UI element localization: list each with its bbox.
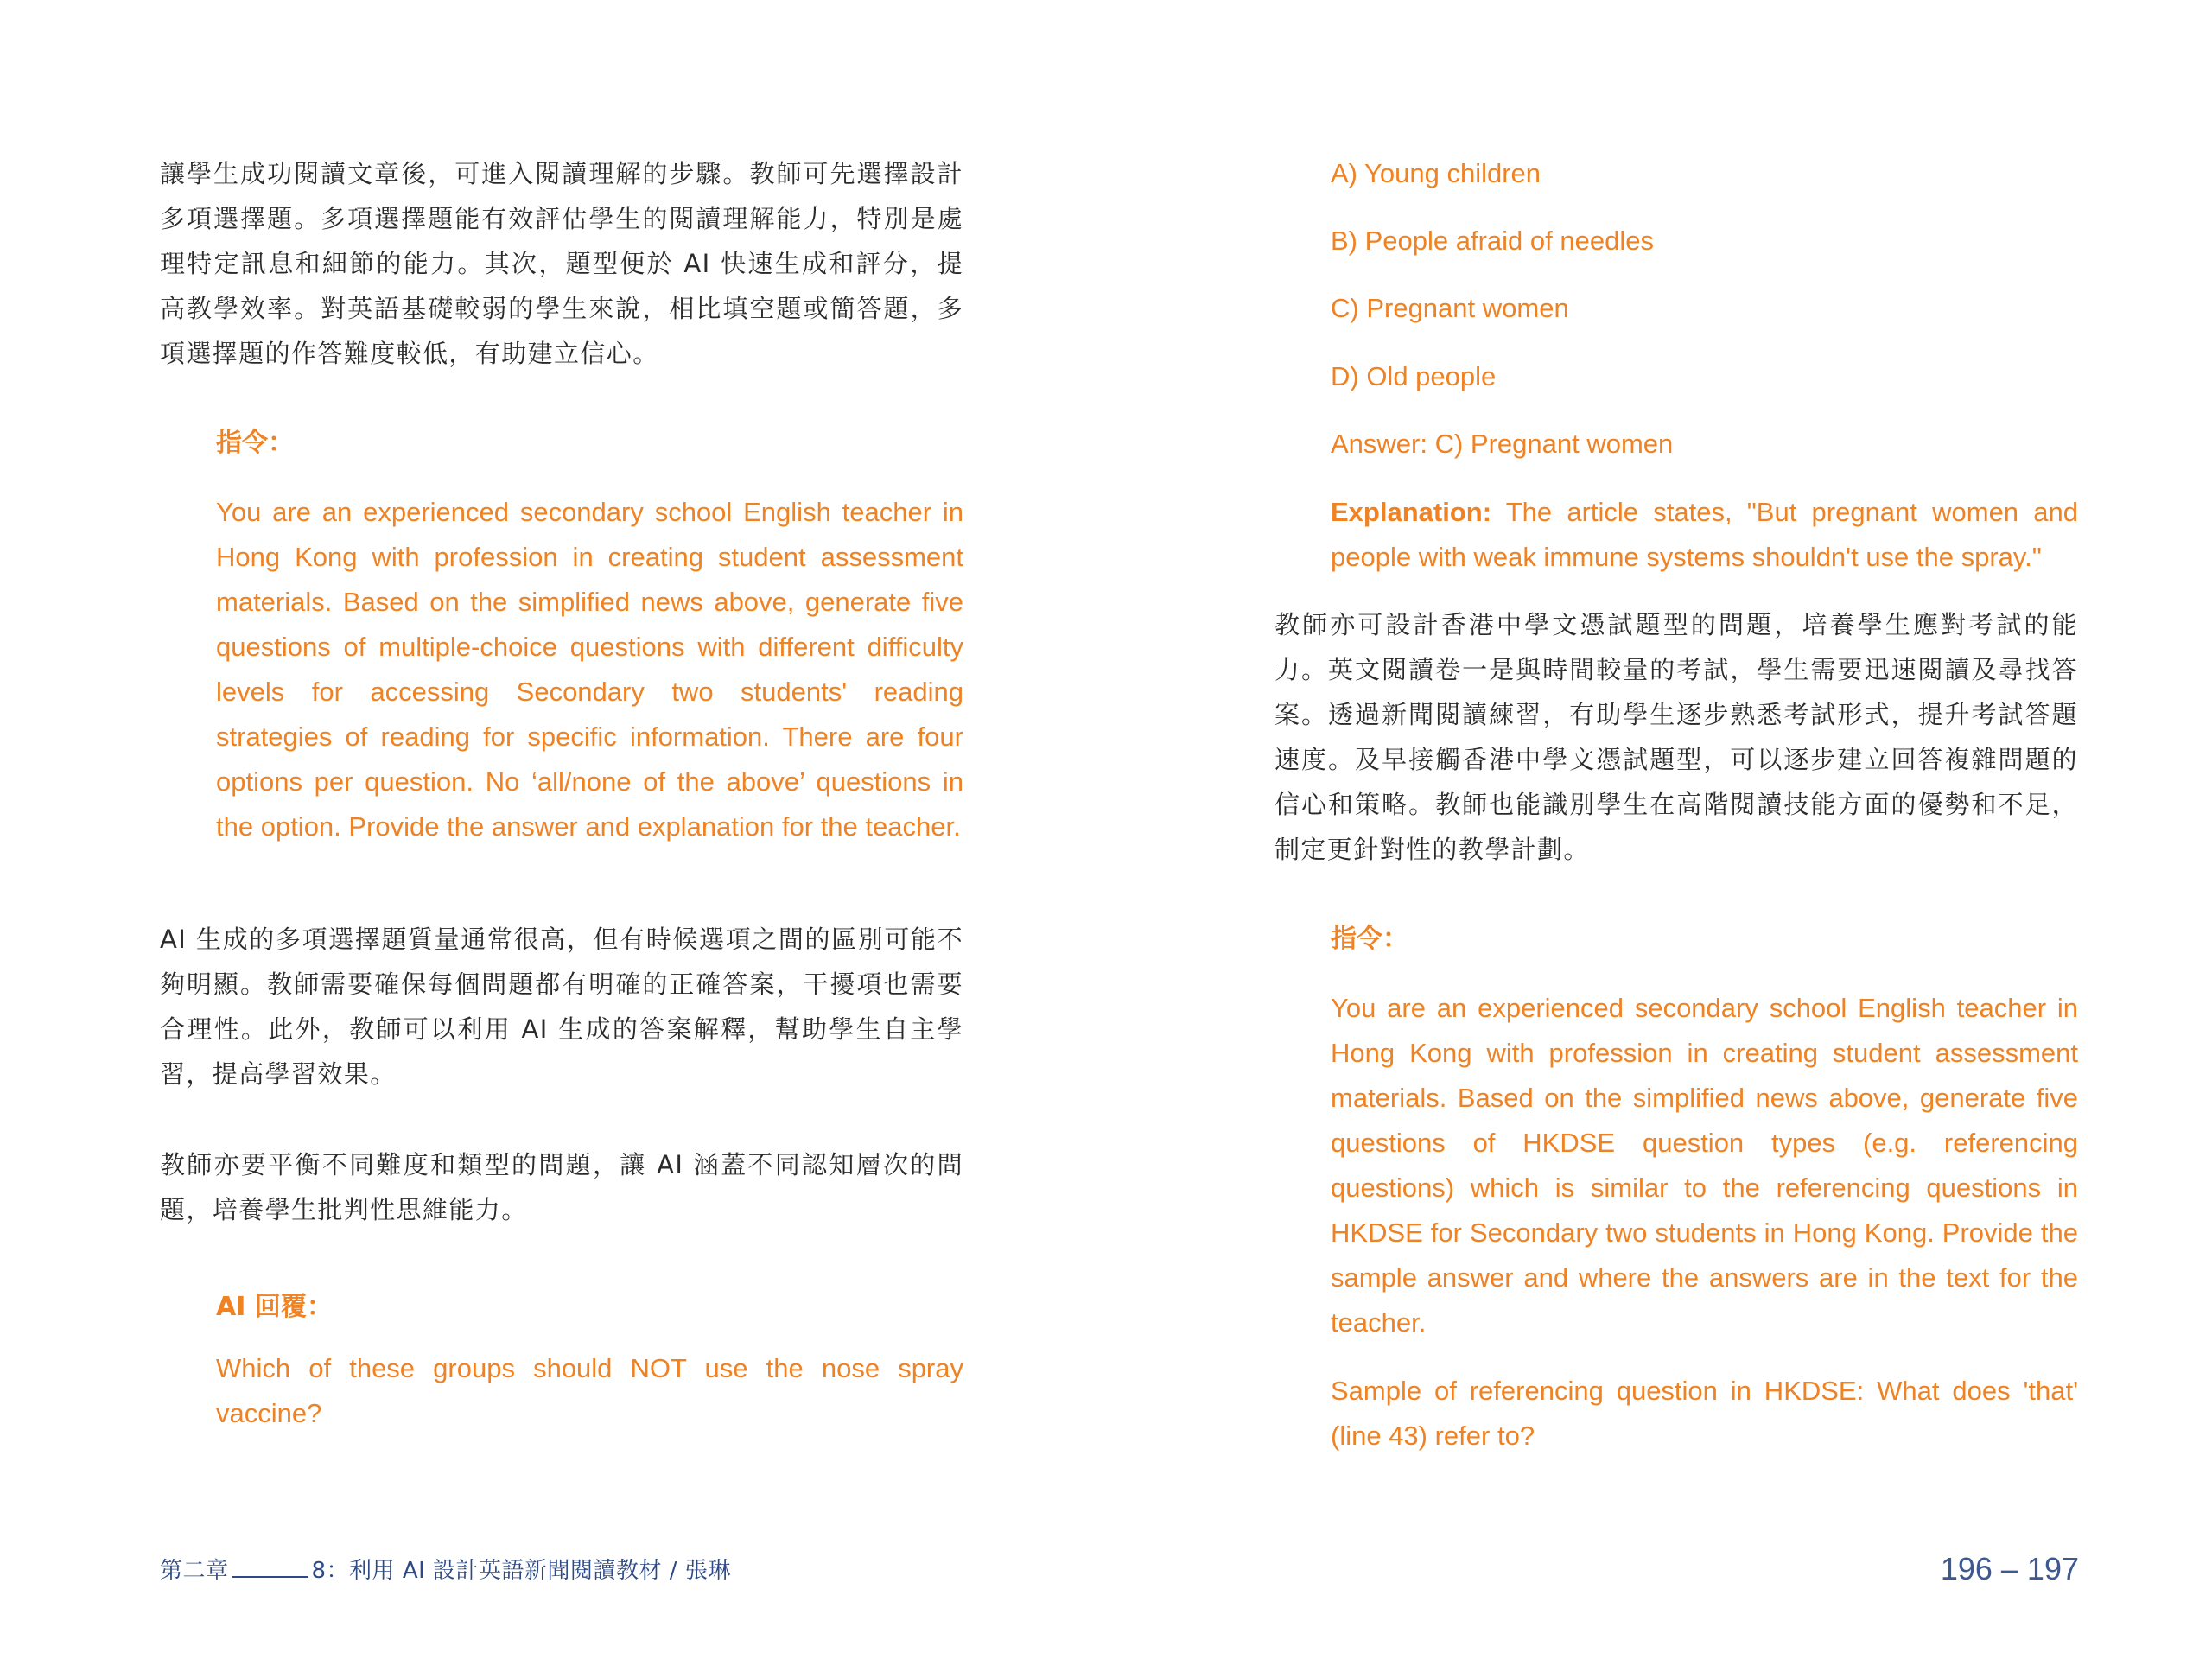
instruction-prompt-2: You are an experienced secondary school English teacher in Hong Kong with profession in creating student assessment materials. Based on the simplified news above, generate five questions of HKDSE question types (e.g. referencing questions) which is similar to the referencing questions in HKDSE for Secondary two students in Hong Kong. Provide the sample answer and where the answers are in the text for the teacher. (1331, 993, 2078, 1338)
instruction-label-2: 指令： (1331, 924, 1408, 954)
explanation-label: Explanation: (1331, 497, 1492, 527)
right-page (1274, 0, 2078, 1659)
option-a: A) Young children (1331, 158, 1541, 188)
instruction-prompt: You are an experienced secondary school English teacher in Hong Kong with profession in creating student assessment materials. Based on the simplified news above, generate five questions of multiple-choice questions with different difficulty levels for accessing Secondary two students' reading strategies of reading for specific information. There are four options per question. No ‘all/none of the above’ questions in the option. Provide the answer and explanation for the teacher. (216, 497, 963, 842)
ai-quality-paragraph: AI 生成的多項選擇題質量通常很高，但有時候選項之間的區別可能不夠明顯。教師需要確保每個問題都有明確的正確答案，干擾項也需要合理性。此外，教師可以利用 AI 生成的答案解釋，幫助學生自主學習，提高學習效果。 (160, 925, 963, 1089)
option-d: D) Old people (1331, 361, 1497, 391)
explanation (1274, 490, 2078, 580)
hkdse-paragraph: 教師亦可設計香港中學文憑試題型的問題，培養學生應對考試的能力。英文閱讀卷一是與時間較量的考試，學生需要迅速閱讀及尋找答案。透過新聞閱讀練習，有助學生逐步熟悉考試形式，提升考試答題速度。及早接觸香港中學文憑試題型，可以逐步建立回答複雜問題的信心和策略。教師也能識別學生在高階閱讀技能方面的優勢和不足，制定更針對性的教學計劃。 (1274, 610, 2078, 864)
page-numbers: 196 – 197 (1940, 1551, 2079, 1586)
option-c: C) Pregnant women (1331, 293, 1569, 323)
explanation-text: The article states, "But pregnant women and people with weak immune systems shouldn't use the spray." (1331, 497, 2078, 572)
running-footer (160, 1555, 731, 1586)
footer-rule (232, 1559, 308, 1578)
answer-line: Answer: C) Pregnant women (1331, 429, 1674, 459)
chapter-label: 第二章 (160, 1558, 229, 1584)
section-title: 8：利用 AI 設計英語新聞閱讀教材 / 張琳 (311, 1558, 731, 1584)
option-b: B) People afraid of needles (1331, 226, 1654, 256)
sample-question: Sample of referencing question in HKDSE: What does 'that' (line 43) refer to? (1331, 1376, 2078, 1451)
left-page (160, 0, 963, 1659)
ai-reply-question: Which of these groups should NOT use the nose spray vaccine? (216, 1353, 963, 1428)
ai-reply-label: AI 回覆： (216, 1292, 333, 1322)
instruction-label: 指令： (216, 428, 294, 458)
intro-paragraph: 讓學生成功閱讀文章後，可進入閱讀理解的步驟。教師可先選擇設計多項選擇題。多項選擇題能有效評估學生的閱讀理解能力，特別是處理特定訊息和細節的能力。其次，題型便於 AI 快速生成和評分，提高教學效率。對英語基礎較弱的學生來說，相比填空題或簡答題，多項選擇題的作答難度較低，有助建立信心。 (160, 159, 963, 368)
difficulty-balance-paragraph: 教師亦要平衡不同難度和類型的問題，讓 AI 涵蓋不同認知層次的問題，培養學生批判性思維能力。 (160, 1150, 963, 1224)
